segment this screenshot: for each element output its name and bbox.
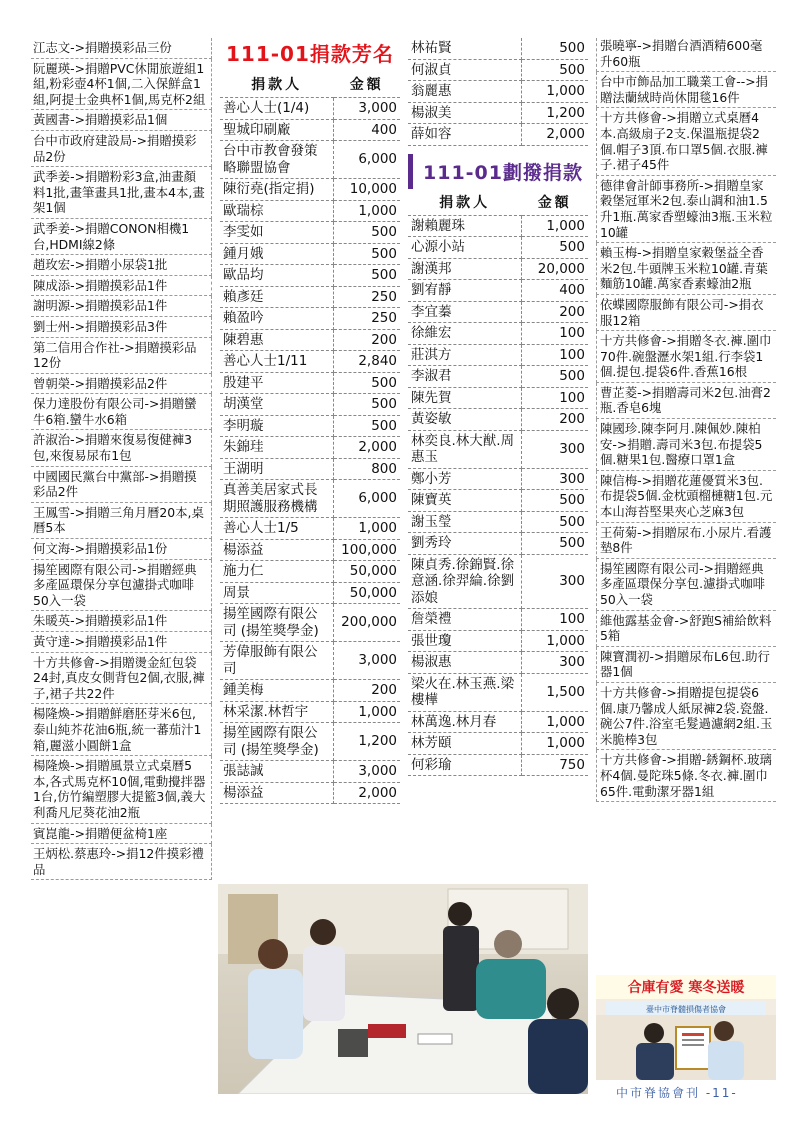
donation-amount: 200 bbox=[521, 409, 588, 431]
donor-name: 陳先賀 bbox=[408, 387, 521, 409]
table-row bbox=[220, 680, 400, 702]
donor-name: 黃姿敏 bbox=[408, 409, 521, 431]
donation-amount: 500 bbox=[521, 59, 588, 81]
donation-entry: 武季姜->捐贈粉彩3盒,油畫顏料1批,畫筆畫具1批,畫本4本,畫架1個 bbox=[31, 167, 212, 219]
donor-name: 揚笙國際有限公司 (揚笙獎學金) bbox=[220, 604, 333, 642]
donation-amount: 500 bbox=[333, 415, 400, 437]
donation-amount: 1,000 bbox=[521, 81, 588, 103]
col-header-name: 捐款人 bbox=[220, 71, 333, 98]
donor-name: 賴盈吟 bbox=[220, 308, 333, 330]
table-row bbox=[408, 102, 588, 124]
donor-name: 歐品均 bbox=[220, 265, 333, 287]
table-row bbox=[408, 38, 588, 59]
donation-entry: 賴玉梅->捐贈皇家穀堡益全香米2包.牛頭牌玉米粒10罐.青葉麵筋10罐.萬家香素蠔油2瓶 bbox=[596, 243, 776, 295]
table-row bbox=[220, 604, 400, 642]
donor-name: 陳衍堯(指定捐) bbox=[220, 179, 333, 201]
table-row bbox=[408, 59, 588, 81]
donor-name: 聖城印刷廠 bbox=[220, 119, 333, 141]
table-row bbox=[220, 723, 400, 761]
donor-name: 劉宥靜 bbox=[408, 280, 521, 302]
donation-amount: 6,000 bbox=[333, 141, 400, 179]
donor-name: 陳貞秀.徐錦賢.徐意涵.徐羿綸.徐劉添娘 bbox=[408, 554, 521, 609]
donation-entry: 揚笙國際有限公司->捐贈經典多產區環保分享包.濾掛式咖啡50入一袋 bbox=[596, 559, 776, 611]
donation-amount: 100 bbox=[521, 323, 588, 345]
table-row bbox=[408, 323, 588, 345]
transfer-table-body bbox=[408, 215, 588, 776]
table-row bbox=[220, 286, 400, 308]
table-row bbox=[220, 329, 400, 351]
donor-name: 梁火在.林玉燕.梁樓樺 bbox=[408, 673, 521, 711]
donation-entry: 第二信用合作社->捐贈摸彩品12份 bbox=[31, 338, 212, 374]
donor-name: 揚笙國際有限公司 (揚笙獎學金) bbox=[220, 723, 333, 761]
donation-amount: 10,000 bbox=[333, 179, 400, 201]
donor-name: 謝玉瑩 bbox=[408, 511, 521, 533]
donor-name: 楊添益 bbox=[220, 539, 333, 561]
table-row bbox=[408, 81, 588, 103]
donation-amount: 500 bbox=[333, 222, 400, 244]
donation-amount: 1,000 bbox=[521, 711, 588, 733]
donor-name: 薛如容 bbox=[408, 124, 521, 146]
donation-entry: 江志文->捐贈摸彩品三份 bbox=[31, 38, 212, 59]
donor-name: 翁麗惠 bbox=[408, 81, 521, 103]
donor-name: 李明璇 bbox=[220, 415, 333, 437]
donation-entry: 十方共修會->捐贈提包提袋6個.康乃馨成人紙尿褲2袋.瓷盤.碗公7件.浴室毛髮過濾網2組.玉米脆棒3包 bbox=[596, 683, 776, 750]
table-row bbox=[408, 430, 588, 468]
donation-table-title: 111-01捐款芳名 bbox=[226, 42, 394, 66]
donation-entry: 台中市飾品加工職業工會-->捐贈法蘭絨時尚休閒毯16件 bbox=[596, 72, 776, 108]
table-row bbox=[408, 409, 588, 431]
donor-name: 殷建平 bbox=[220, 372, 333, 394]
donor-name: 張世瓊 bbox=[408, 630, 521, 652]
donor-name: 鍾月娥 bbox=[220, 243, 333, 265]
table-header-row bbox=[408, 189, 588, 216]
table-row bbox=[220, 222, 400, 244]
donation-amount: 200 bbox=[521, 301, 588, 323]
donation-entry: 王荷菊->捐贈尿布.小尿片.看護墊8件 bbox=[596, 523, 776, 559]
donor-name: 王湖明 bbox=[220, 458, 333, 480]
donor-name: 謝漢邦 bbox=[408, 258, 521, 280]
table-row bbox=[408, 215, 588, 237]
table-row bbox=[220, 119, 400, 141]
donation-entry: 朱暖英->捐贈摸彩品1件 bbox=[31, 611, 212, 632]
table-row bbox=[408, 280, 588, 302]
donor-name: 林采潔.林哲宇 bbox=[220, 701, 333, 723]
donation-amount: 400 bbox=[333, 119, 400, 141]
donation-entry: 中國國民黨台中黨部->捐贈摸彩品2件 bbox=[31, 467, 212, 503]
donation-entry: 王鳳雪->捐贈三角月曆20本,桌曆5本 bbox=[31, 503, 212, 539]
donor-name: 歐瑞棕 bbox=[220, 200, 333, 222]
donor-name: 謝賴麗珠 bbox=[408, 215, 521, 237]
donation-entry: 許淑治->捐贈來復易復健褲3包,來復易尿布1包 bbox=[31, 430, 212, 466]
donation-amount: 1,500 bbox=[521, 673, 588, 711]
donation-amount: 250 bbox=[333, 308, 400, 330]
table-row bbox=[408, 301, 588, 323]
donation-amount: 300 bbox=[521, 430, 588, 468]
donation-amount: 500 bbox=[333, 265, 400, 287]
donation-amount: 500 bbox=[521, 366, 588, 388]
award-photo bbox=[596, 975, 776, 1080]
donation-amount: 2,000 bbox=[521, 124, 588, 146]
donation-amount: 500 bbox=[333, 243, 400, 265]
col-header-amount: 金額 bbox=[333, 71, 400, 98]
table-row bbox=[408, 366, 588, 388]
table-row bbox=[220, 394, 400, 416]
donation-entry: 十方共修會->捐贈-銹鋼杯.玻璃杯4個.曼陀珠5條.冬衣.褲.圍巾65件.電動潔牙器1組 bbox=[596, 750, 776, 802]
award-sub-text: 臺中市脊髓損傷者協會 bbox=[646, 1005, 726, 1014]
donation-column bbox=[220, 38, 400, 804]
table-row bbox=[220, 179, 400, 201]
donation-entry: 德律會計師事務所->捐贈皇家穀堡冠軍米2包.泰山調和油1.5升1瓶.萬家香塑蠔油3瓶.玉米粒10罐 bbox=[596, 176, 776, 243]
donation-amount: 1,200 bbox=[333, 723, 400, 761]
donation-amount: 500 bbox=[521, 38, 588, 59]
donation-amount: 1,000 bbox=[333, 200, 400, 222]
donation-entry: 賓崑龍->捐贈便盆椅1座 bbox=[31, 824, 212, 845]
donation-amount: 1,200 bbox=[521, 102, 588, 124]
donation-amount: 800 bbox=[333, 458, 400, 480]
table-row bbox=[408, 711, 588, 733]
donation-amount: 2,000 bbox=[333, 782, 400, 804]
donation-entry: 何文海->捐贈摸彩品1份 bbox=[31, 539, 212, 560]
donor-name: 善心人士(1/4) bbox=[220, 98, 333, 120]
donation-amount: 300 bbox=[521, 652, 588, 674]
donation-amount: 750 bbox=[521, 754, 588, 776]
donation-entry: 趙玫宏->捐贈小尿袋1批 bbox=[31, 255, 212, 276]
table-row bbox=[408, 344, 588, 366]
donation-amount: 300 bbox=[521, 468, 588, 490]
donor-name: 詹榮禮 bbox=[408, 609, 521, 631]
donation-amount: 100 bbox=[521, 609, 588, 631]
donation-entry: 陳信梅->捐贈花蓮優質米3包.布提袋5個.金枕頭榴槤糖1包.元本山海苔堅果夾心芝麻3包 bbox=[596, 471, 776, 523]
donation-entry: 張曉寧->捐贈台酒酒精600毫升60瓶 bbox=[596, 38, 776, 72]
donor-name: 胡漢堂 bbox=[220, 394, 333, 416]
donation-amount: 100,000 bbox=[333, 539, 400, 561]
table-row bbox=[220, 561, 400, 583]
table-row bbox=[220, 518, 400, 540]
donation-amount: 1,000 bbox=[521, 630, 588, 652]
donation-entry: 黃國書->捐贈摸彩品1個 bbox=[31, 110, 212, 131]
donor-name: 何彩瑜 bbox=[408, 754, 521, 776]
table-row bbox=[408, 237, 588, 259]
table-header-row bbox=[220, 71, 400, 98]
donor-name: 李淑君 bbox=[408, 366, 521, 388]
table-row bbox=[408, 511, 588, 533]
donation-amount: 500 bbox=[521, 490, 588, 512]
donor-name: 陳寶英 bbox=[408, 490, 521, 512]
donation-amount: 500 bbox=[521, 237, 588, 259]
donor-name: 張誌誠 bbox=[220, 761, 333, 783]
donation-entry: 謝明源->捐贈摸彩品1件 bbox=[31, 296, 212, 317]
donor-name: 楊淑美 bbox=[408, 102, 521, 124]
donor-name: 何淑貞 bbox=[408, 59, 521, 81]
table-row bbox=[220, 351, 400, 373]
table-row bbox=[220, 437, 400, 459]
donation-amount: 20,000 bbox=[521, 258, 588, 280]
inkind-donations-col4 bbox=[596, 38, 776, 802]
table-row bbox=[408, 124, 588, 146]
donor-name: 林芳頤 bbox=[408, 733, 521, 755]
donation-amount: 2,000 bbox=[333, 437, 400, 459]
donation-entry: 曾朝榮->捐贈摸彩品2件 bbox=[31, 374, 212, 395]
donation-table-body bbox=[220, 98, 400, 804]
donation-amount: 3,000 bbox=[333, 642, 400, 680]
table-row bbox=[408, 387, 588, 409]
inkind-donations-col1 bbox=[31, 38, 212, 880]
meeting-photo bbox=[218, 884, 588, 1094]
donor-name: 李雯如 bbox=[220, 222, 333, 244]
table-row bbox=[220, 98, 400, 120]
donation-entry: 王炳松.蔡惠玲->捐12件摸彩禮品 bbox=[31, 844, 212, 880]
donation-amount: 500 bbox=[521, 533, 588, 555]
transfer-table bbox=[408, 189, 588, 777]
donation-amount: 1,000 bbox=[521, 215, 588, 237]
table-row bbox=[408, 630, 588, 652]
donor-name: 陳碧惠 bbox=[220, 329, 333, 351]
donor-name: 李宜蓁 bbox=[408, 301, 521, 323]
table-row bbox=[220, 539, 400, 561]
table-row bbox=[408, 609, 588, 631]
donor-name: 施力仁 bbox=[220, 561, 333, 583]
donation-amount: 200 bbox=[333, 680, 400, 702]
donation-entry: 黃守達->捐贈摸彩品1件 bbox=[31, 632, 212, 653]
table-row bbox=[220, 761, 400, 783]
table-row bbox=[220, 265, 400, 287]
donation-amount: 300 bbox=[521, 554, 588, 609]
donation-entry: 十方共修會->捐贈立式桌曆4本.高級扇子2支.保溫瓶提袋2個.帽子3頂.布口罩5個.衣服.褲子.裙子45件 bbox=[596, 108, 776, 175]
donor-name: 朱錦珪 bbox=[220, 437, 333, 459]
table-row bbox=[220, 243, 400, 265]
donation-table-continued-body bbox=[408, 38, 588, 145]
donation-entry: 曹芷菱->捐贈壽司米2包.油膏2瓶.香皂6塊 bbox=[596, 383, 776, 419]
donor-name: 善心人士1/5 bbox=[220, 518, 333, 540]
award-banner-text: 合庫有愛 寒冬送暖 bbox=[627, 980, 745, 996]
donation-entry: 阮麗瑛->捐贈PVC休閒旅遊組1組,粉彩壺4杯1個,二入保鮮盒1組,阿提士金典杯1個,馬克杯2組 bbox=[31, 59, 212, 111]
donation-entry: 維他露基金會->舒跑S補給飲料5箱 bbox=[596, 611, 776, 647]
table-row bbox=[220, 782, 400, 804]
page-footer-caption: 中市脊協會刊 -11- bbox=[616, 1086, 738, 1100]
donation-table bbox=[220, 71, 400, 804]
donation-amount: 100 bbox=[521, 344, 588, 366]
donation-amount: 250 bbox=[333, 286, 400, 308]
donation-entry: 劉士州->捐贈摸彩品3件 bbox=[31, 317, 212, 338]
table-row bbox=[220, 458, 400, 480]
donation-amount: 500 bbox=[333, 372, 400, 394]
table-row bbox=[220, 372, 400, 394]
donor-name: 芳偉服飾有限公司 bbox=[220, 642, 333, 680]
donation-amount: 1,000 bbox=[521, 733, 588, 755]
donor-name: 劉秀玲 bbox=[408, 533, 521, 555]
donation-amount: 2,840 bbox=[333, 351, 400, 373]
donor-name: 賴彥廷 bbox=[220, 286, 333, 308]
col-header-name: 捐款人 bbox=[408, 189, 521, 216]
transfer-table-title: 111-01劃撥捐款 bbox=[408, 154, 588, 189]
donation-amount: 100 bbox=[521, 387, 588, 409]
table-row bbox=[408, 490, 588, 512]
table-row bbox=[408, 754, 588, 776]
donation-amount: 1,000 bbox=[333, 518, 400, 540]
donor-name: 真善美居家式長期照護服務機構 bbox=[220, 480, 333, 518]
table-row bbox=[408, 468, 588, 490]
col-header-amount: 金額 bbox=[521, 189, 588, 216]
meeting-photo-illustration bbox=[218, 884, 588, 1094]
table-row bbox=[220, 642, 400, 680]
donation-entry: 保力達股份有限公司->捐贈蠻牛6箱.蠻牛水6箱 bbox=[31, 394, 212, 430]
table-row bbox=[408, 733, 588, 755]
donation-amount: 50,000 bbox=[333, 582, 400, 604]
donor-name: 林萬逸.林月春 bbox=[408, 711, 521, 733]
donation-entry: 依蝶國際服飾有限公司->捐衣服12箱 bbox=[596, 295, 776, 331]
donation-entry: 台中市政府建設局->捐贈摸彩品2份 bbox=[31, 131, 212, 167]
donor-name: 徐維宏 bbox=[408, 323, 521, 345]
donation-entry: 陳國珍.陳李阿月.陳佩妙.陳柏安->捐贈.壽司米3包.布提袋5個.糖果1包.醫療口罩1盒 bbox=[596, 419, 776, 471]
donor-name: 鍾美梅 bbox=[220, 680, 333, 702]
donation-amount: 200 bbox=[333, 329, 400, 351]
table-row bbox=[220, 701, 400, 723]
donation-entry: 十方共修會->捐贈燙金紅包袋24封,真皮女側背包2個,衣服,褲子,裙子共22件 bbox=[31, 653, 212, 705]
table-row bbox=[408, 533, 588, 555]
table-row bbox=[408, 673, 588, 711]
donor-name: 鄭小芳 bbox=[408, 468, 521, 490]
table-row bbox=[408, 554, 588, 609]
table-row bbox=[220, 480, 400, 518]
table-row bbox=[408, 258, 588, 280]
table-row bbox=[220, 415, 400, 437]
donation-entry: 武季姜->捐贈CONON相機1台,HDMI線2條 bbox=[31, 219, 212, 255]
donation-amount: 50,000 bbox=[333, 561, 400, 583]
donor-name: 莊淇方 bbox=[408, 344, 521, 366]
table-row bbox=[220, 200, 400, 222]
table-row bbox=[220, 582, 400, 604]
donor-name: 林奕良.林大猷.周惠玉 bbox=[408, 430, 521, 468]
donation-entry: 楊隆煥->捐贈風景立式桌曆5本,各式馬克杯10個,電動攪拌器1台,仿竹編塑膠大提籃3個,義大利喬凡尼葵花油2瓶 bbox=[31, 756, 212, 823]
donation-entry: 陳寶潤初->捐贈尿布L6包.助行器1個 bbox=[596, 647, 776, 683]
donation-amount: 6,000 bbox=[333, 480, 400, 518]
donor-name: 周景 bbox=[220, 582, 333, 604]
donation-amount: 1,000 bbox=[333, 701, 400, 723]
donor-name: 楊淑惠 bbox=[408, 652, 521, 674]
donation-amount: 3,000 bbox=[333, 761, 400, 783]
donation-amount: 500 bbox=[333, 394, 400, 416]
transfer-column bbox=[408, 38, 588, 776]
table-row bbox=[408, 652, 588, 674]
donation-amount: 200,000 bbox=[333, 604, 400, 642]
award-photo-illustration bbox=[596, 975, 776, 1080]
donor-name: 善心人士1/11 bbox=[220, 351, 333, 373]
donation-entry: 楊隆煥->捐贈鮮磨胚芽米6包,泰山純芥花油6瓶,統一蕃茄汁1箱,麗滋小圓餅1盒 bbox=[31, 704, 212, 756]
donation-entry: 陳成添->捐贈摸彩品1件 bbox=[31, 276, 212, 297]
donor-name: 楊添益 bbox=[220, 782, 333, 804]
donation-table-continued bbox=[408, 38, 588, 146]
donation-entry: 十方共修會->捐贈冬衣.褲.圍巾70件.碗盤瀝水架1組.行李袋1個.提包.提袋6件.香蕉16根 bbox=[596, 331, 776, 383]
donation-amount: 3,000 bbox=[333, 98, 400, 120]
donation-amount: 500 bbox=[521, 511, 588, 533]
donation-entry: 揚笙國際有限公司->捐贈經典多產區環保分享包濾掛式咖啡50入一袋 bbox=[31, 560, 212, 612]
donor-name: 林祐賢 bbox=[408, 38, 521, 59]
donor-name: 台中市教會發策略聯盟協會 bbox=[220, 141, 333, 179]
donation-amount: 400 bbox=[521, 280, 588, 302]
table-row bbox=[220, 141, 400, 179]
donor-name: 心源小站 bbox=[408, 237, 521, 259]
table-row bbox=[220, 308, 400, 330]
